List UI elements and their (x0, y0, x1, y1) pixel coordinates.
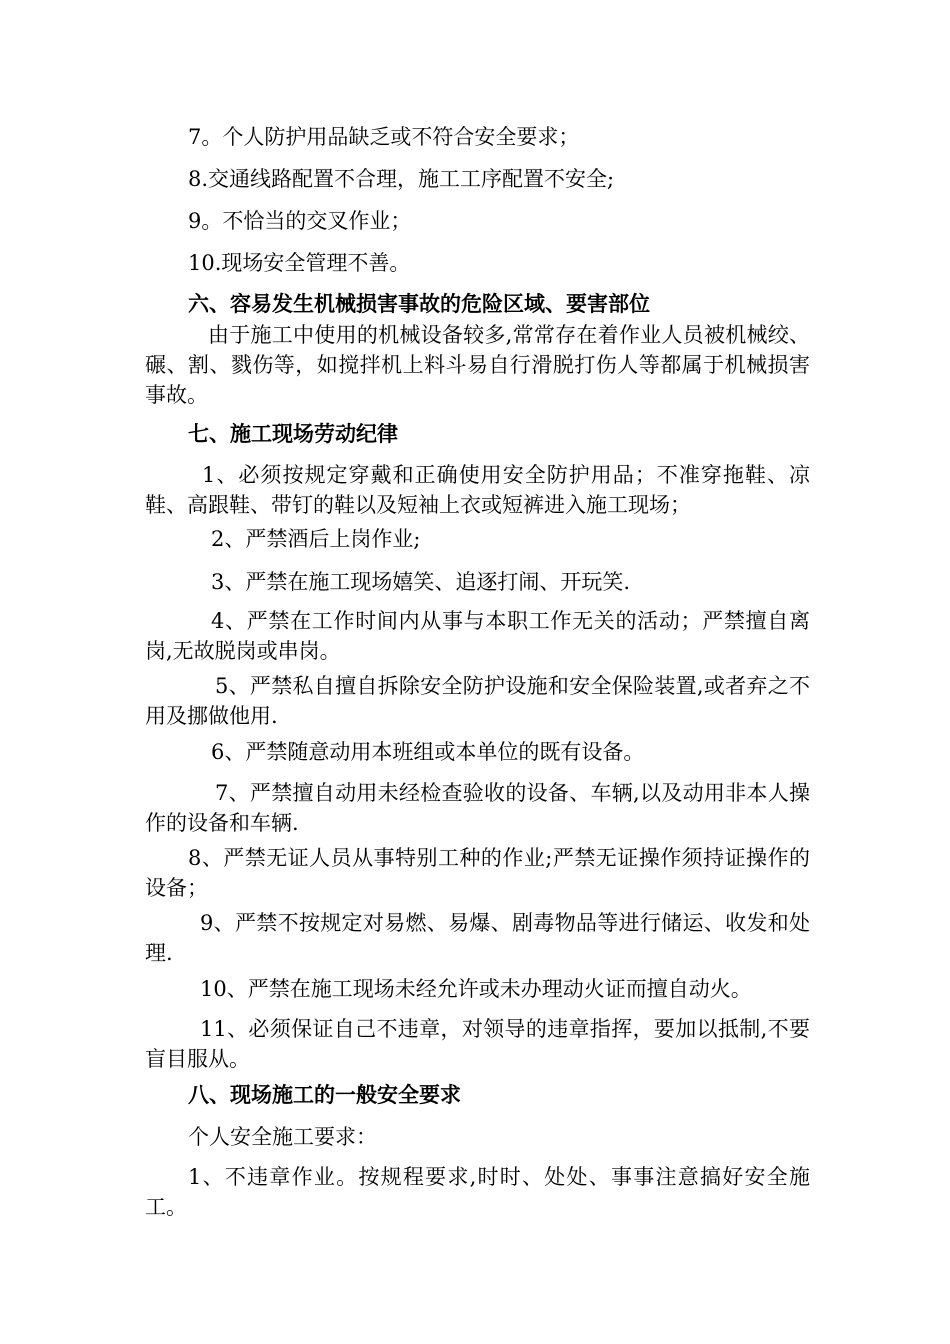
rule-item: 10、严禁在施工现场未经允许或未办理动火证而擅自动火。 (200, 977, 752, 1001)
rule-item: 1、不违章作业。按规程要求,时时、处处、事事注意搞好安全施工。 (145, 1165, 810, 1219)
list-item: 8.交通线路配置不合理，施工工序配置不安全; (188, 167, 615, 191)
list-item: 9。不恰当的交叉作业； (188, 209, 412, 233)
rule-item: 3、严禁在施工现场嬉笑、追逐打闹、开玩笑. (211, 570, 631, 594)
section-heading: 七、施工现场劳动纪律 (188, 422, 398, 446)
paragraph: 由于施工中使用的机械设备较多,常常存在着作业人员被机械绞、碾、割、戮伤等，如搅拌机上料斗易自行滑脱打伤人等都属于机械损害事故。 (145, 323, 810, 407)
section-heading: 六、容易发生机械损害事故的危险区域、要害部位 (188, 292, 650, 316)
subheading: 个人安全施工要求： (188, 1125, 377, 1149)
rule-item: 5、严禁私自擅自拆除安全防护设施和安全保险装置,或者弃之不用及挪做他用. (145, 674, 810, 728)
rule-item: 6、严禁随意动用本班组或本单位的既有设备。 (211, 740, 645, 764)
rule-item: 2、严禁酒后上岗作业; (211, 527, 421, 551)
rule-item: 8、严禁无证人员从事特别工种的作业;严禁无证操作须持证操作的设备； (145, 846, 810, 900)
rule-item: 11、必须保证自己不违章，对领导的违章指挥，要加以抵制,不要盲目服从。 (145, 1017, 810, 1071)
list-item: 7。个人防护用品缺乏或不符合安全要求； (188, 125, 580, 149)
rule-item: 4、严禁在工作时间内从事与本职工作无关的活动；严禁擅自离岗,无故脱岗或串岗。 (145, 609, 810, 663)
rule-item: 9、严禁不按规定对易燃、易爆、剧毒物品等进行储运、收发和处理. (145, 911, 810, 965)
rule-item: 7、严禁擅自动用未经检查验收的设备、车辆,以及动用非本人操作的设备和车辆. (145, 781, 810, 835)
list-item: 10.现场安全管理不善。 (188, 251, 411, 275)
section-heading: 八、现场施工的一般安全要求 (188, 1083, 461, 1107)
rule-item: 1、必须按规定穿戴和正确使用安全防护用品；不准穿拖鞋、凉鞋、高跟鞋、带钉的鞋以及短袖上衣或短裤进入施工现场； (145, 463, 810, 517)
